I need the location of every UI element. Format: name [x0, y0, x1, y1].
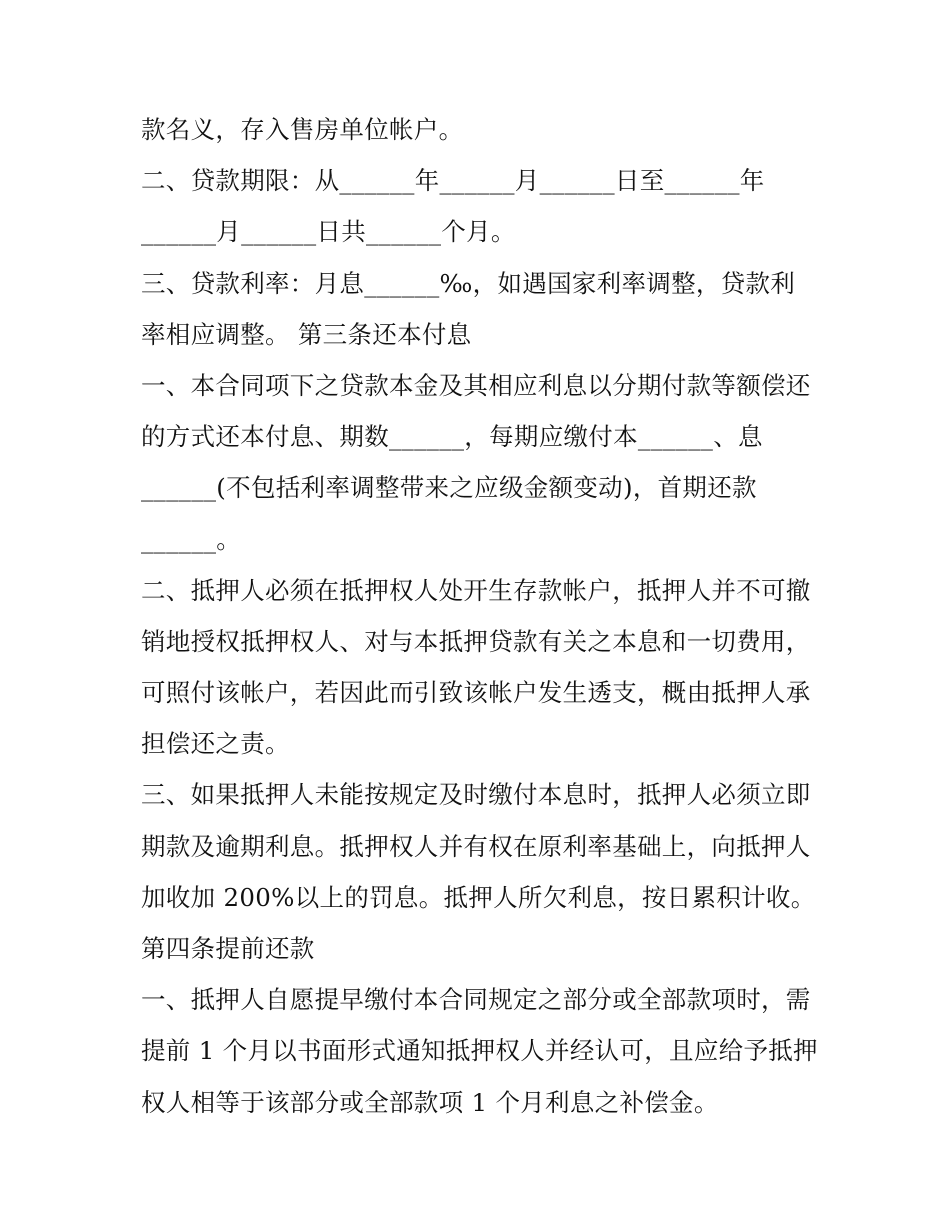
- text-line: 可照付该帐户，若因此而引致该帐户发生透支，概由抵押人承: [141, 678, 811, 708]
- text-line: 一、抵押人自愿提早缴付本合同规定之部分或全部款项时，需: [141, 985, 811, 1015]
- text-line: 二、抵押人必须在抵押权人处开生存款帐户，抵押人并不可撤: [141, 575, 811, 605]
- text-line: 率相应调整。 第三条还本付息: [141, 319, 472, 349]
- section-heading: 第四条提前还款: [141, 934, 315, 963]
- text-line: 销地授权抵押权人、对与本抵押贷款有关之本息和一切费用，: [141, 626, 811, 656]
- text-line: 款名义，存入售房单位帐户。: [141, 115, 464, 144]
- text-line: 加收加 200%以上的罚息。抵押人所欠利息，按日累积计收。: [141, 882, 816, 912]
- text-line: ______(不包括利率调整带来之应级金额变动)，首期还款: [141, 473, 757, 503]
- text-line: 三、如果抵押人未能按规定及时缴付本息时，抵押人必须立即: [141, 780, 811, 810]
- text-line: 权人相等于该部分或全部款项 1 个月利息之补偿金。: [141, 1087, 719, 1117]
- text-line: 三、贷款利率：月息______‰，如遇国家利率调整，贷款利: [141, 268, 796, 298]
- contract-text: [141, 104, 821, 1128]
- text-line: 提前 1 个月以书面形式通知抵押权人并经认可，且应给予抵押: [141, 1036, 818, 1066]
- text-line: 一、本合同项下之贷款本金及其相应利息以分期付款等额偿还: [141, 370, 811, 400]
- text-line: ______月______日共______个月。: [141, 217, 516, 247]
- text-line: 期款及逾期利息。抵押权人并有权在原利率基础上，向抵押人: [141, 831, 811, 861]
- text-line: 的方式还本付息、期数______，每期应缴付本______、息: [141, 422, 763, 452]
- text-line: ______。: [141, 524, 242, 554]
- text-line: 二、贷款期限：从______年______月______日至______年: [141, 166, 765, 196]
- text-line: 担偿还之责。: [141, 729, 290, 759]
